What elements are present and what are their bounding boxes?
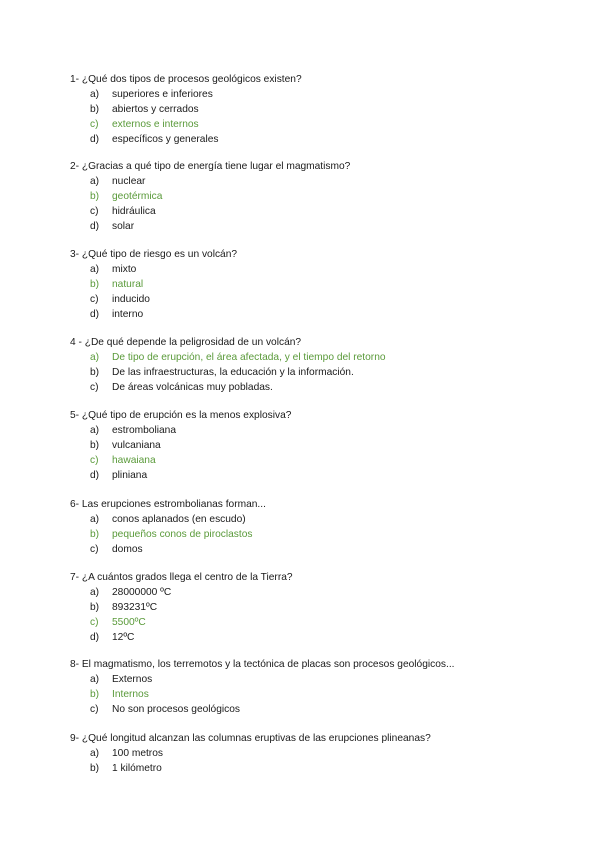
option-text: De áreas volcánicas muy pobladas. bbox=[112, 382, 273, 393]
option-a bbox=[70, 174, 570, 189]
option-a bbox=[70, 672, 570, 687]
option-a bbox=[70, 87, 570, 102]
option-text: natural bbox=[112, 279, 144, 290]
option-a bbox=[70, 585, 570, 600]
question-text: 5- ¿Qué tipo de erupción es la menos explosiva? bbox=[70, 410, 292, 421]
option-letter: a) bbox=[90, 674, 100, 685]
option-letter: d) bbox=[90, 470, 100, 481]
option-letter: b) bbox=[90, 279, 100, 290]
question-6 bbox=[70, 497, 570, 557]
question-text: 9- ¿Qué longitud alcanzan las columnas eruptivas de las erupciones plineanas? bbox=[70, 733, 431, 744]
option-letter: b) bbox=[90, 529, 100, 540]
option-text: nuclear bbox=[112, 176, 146, 187]
question-text: 7- ¿A cuántos grados llega el centro de la Tierra? bbox=[70, 572, 293, 583]
option-b-correct bbox=[70, 189, 570, 204]
option-a-correct bbox=[70, 350, 570, 365]
option-text: 893231ºC bbox=[112, 602, 158, 613]
option-text: 5500ºC bbox=[112, 617, 146, 628]
option-c bbox=[70, 380, 570, 395]
option-a bbox=[70, 262, 570, 277]
question-9 bbox=[70, 731, 570, 776]
option-text: vulcaniana bbox=[112, 440, 161, 451]
option-text: mixto bbox=[112, 264, 137, 275]
question-2 bbox=[70, 159, 570, 234]
question-text: 8- El magmatismo, los terremotos y la tectónica de placas son procesos geológicos... bbox=[70, 659, 455, 670]
option-a bbox=[70, 423, 570, 438]
option-b bbox=[70, 600, 570, 615]
option-letter: c) bbox=[90, 704, 99, 715]
option-text: interno bbox=[112, 309, 144, 320]
option-letter: a) bbox=[90, 176, 100, 187]
option-letter: b) bbox=[90, 763, 100, 774]
question-text: 3- ¿Qué tipo de riesgo es un volcán? bbox=[70, 249, 238, 260]
question-text: 2- ¿Gracias a qué tipo de energía tiene lugar el magmatismo? bbox=[70, 161, 351, 172]
option-text: domos bbox=[112, 544, 143, 555]
option-letter: c) bbox=[90, 382, 99, 393]
option-b bbox=[70, 365, 570, 380]
option-text: No son procesos geológicos bbox=[112, 704, 240, 715]
option-letter: d) bbox=[90, 632, 100, 643]
question-4 bbox=[70, 335, 570, 395]
option-letter: a) bbox=[90, 748, 100, 759]
option-letter: c) bbox=[90, 119, 99, 130]
option-b bbox=[70, 102, 570, 117]
option-letter: d) bbox=[90, 221, 100, 232]
option-letter: c) bbox=[90, 206, 99, 217]
option-c-correct bbox=[70, 615, 570, 630]
option-letter: c) bbox=[90, 294, 99, 305]
option-b-correct bbox=[70, 527, 570, 542]
option-letter: b) bbox=[90, 602, 100, 613]
option-text: Externos bbox=[112, 674, 153, 685]
option-text: geotérmica bbox=[112, 191, 163, 202]
option-b bbox=[70, 761, 570, 776]
option-b-correct bbox=[70, 277, 570, 292]
option-letter: c) bbox=[90, 617, 99, 628]
option-text: solar bbox=[112, 221, 135, 232]
option-text: hidráulica bbox=[112, 206, 156, 217]
option-letter: a) bbox=[90, 89, 100, 100]
option-text: Internos bbox=[112, 689, 149, 700]
question-7 bbox=[70, 570, 570, 645]
question-8 bbox=[70, 657, 570, 717]
question-3 bbox=[70, 247, 570, 322]
option-letter: a) bbox=[90, 425, 100, 436]
option-text: De las infraestructuras, la educación y la información. bbox=[112, 367, 354, 378]
option-text: pequeños conos de piroclastos bbox=[112, 529, 253, 540]
option-text: abiertos y cerrados bbox=[112, 104, 199, 115]
question-5 bbox=[70, 408, 570, 483]
option-b-correct bbox=[70, 687, 570, 702]
question-text: 4 - ¿De qué depende la peligrosidad de un volcán? bbox=[70, 337, 302, 348]
option-a bbox=[70, 512, 570, 527]
option-text: 100 metros bbox=[112, 748, 163, 759]
option-letter: a) bbox=[90, 587, 100, 598]
question-text: 6- Las erupciones estrombolianas forman... bbox=[70, 499, 266, 510]
option-letter: a) bbox=[90, 352, 100, 363]
option-text: superiores e inferiores bbox=[112, 89, 213, 100]
option-d bbox=[70, 630, 570, 645]
option-text: pliniana bbox=[112, 470, 148, 481]
option-d bbox=[70, 307, 570, 322]
option-d bbox=[70, 219, 570, 234]
question-1 bbox=[70, 72, 570, 147]
option-b bbox=[70, 438, 570, 453]
option-letter: d) bbox=[90, 309, 100, 320]
option-letter: b) bbox=[90, 367, 100, 378]
option-d bbox=[70, 132, 570, 147]
option-text: estromboliana bbox=[112, 425, 176, 436]
option-text: inducido bbox=[112, 294, 150, 305]
option-letter: b) bbox=[90, 440, 100, 451]
option-text: 12ºC bbox=[112, 632, 135, 643]
question-text: 1- ¿Qué dos tipos de procesos geológicos existen? bbox=[70, 74, 302, 85]
option-c bbox=[70, 292, 570, 307]
option-letter: c) bbox=[90, 455, 99, 466]
option-c bbox=[70, 204, 570, 219]
option-text: 28000000 ºC bbox=[112, 587, 172, 598]
option-letter: a) bbox=[90, 264, 100, 275]
option-text: externos e internos bbox=[112, 119, 199, 130]
option-text: De tipo de erupción, el área afectada, y el tiempo del retorno bbox=[112, 352, 386, 363]
option-a bbox=[70, 746, 570, 761]
option-letter: a) bbox=[90, 514, 100, 525]
option-text: 1 kilómetro bbox=[112, 763, 162, 774]
option-c-correct bbox=[70, 453, 570, 468]
option-text: específicos y generales bbox=[112, 134, 219, 145]
option-c-correct bbox=[70, 117, 570, 132]
option-letter: b) bbox=[90, 104, 100, 115]
option-text: conos aplanados (en escudo) bbox=[112, 514, 246, 525]
option-letter: b) bbox=[90, 689, 100, 700]
option-text: hawaiana bbox=[112, 455, 156, 466]
option-d bbox=[70, 468, 570, 483]
option-c bbox=[70, 542, 570, 557]
option-c bbox=[70, 702, 570, 717]
option-letter: d) bbox=[90, 134, 100, 145]
option-letter: c) bbox=[90, 544, 99, 555]
option-letter: b) bbox=[90, 191, 100, 202]
